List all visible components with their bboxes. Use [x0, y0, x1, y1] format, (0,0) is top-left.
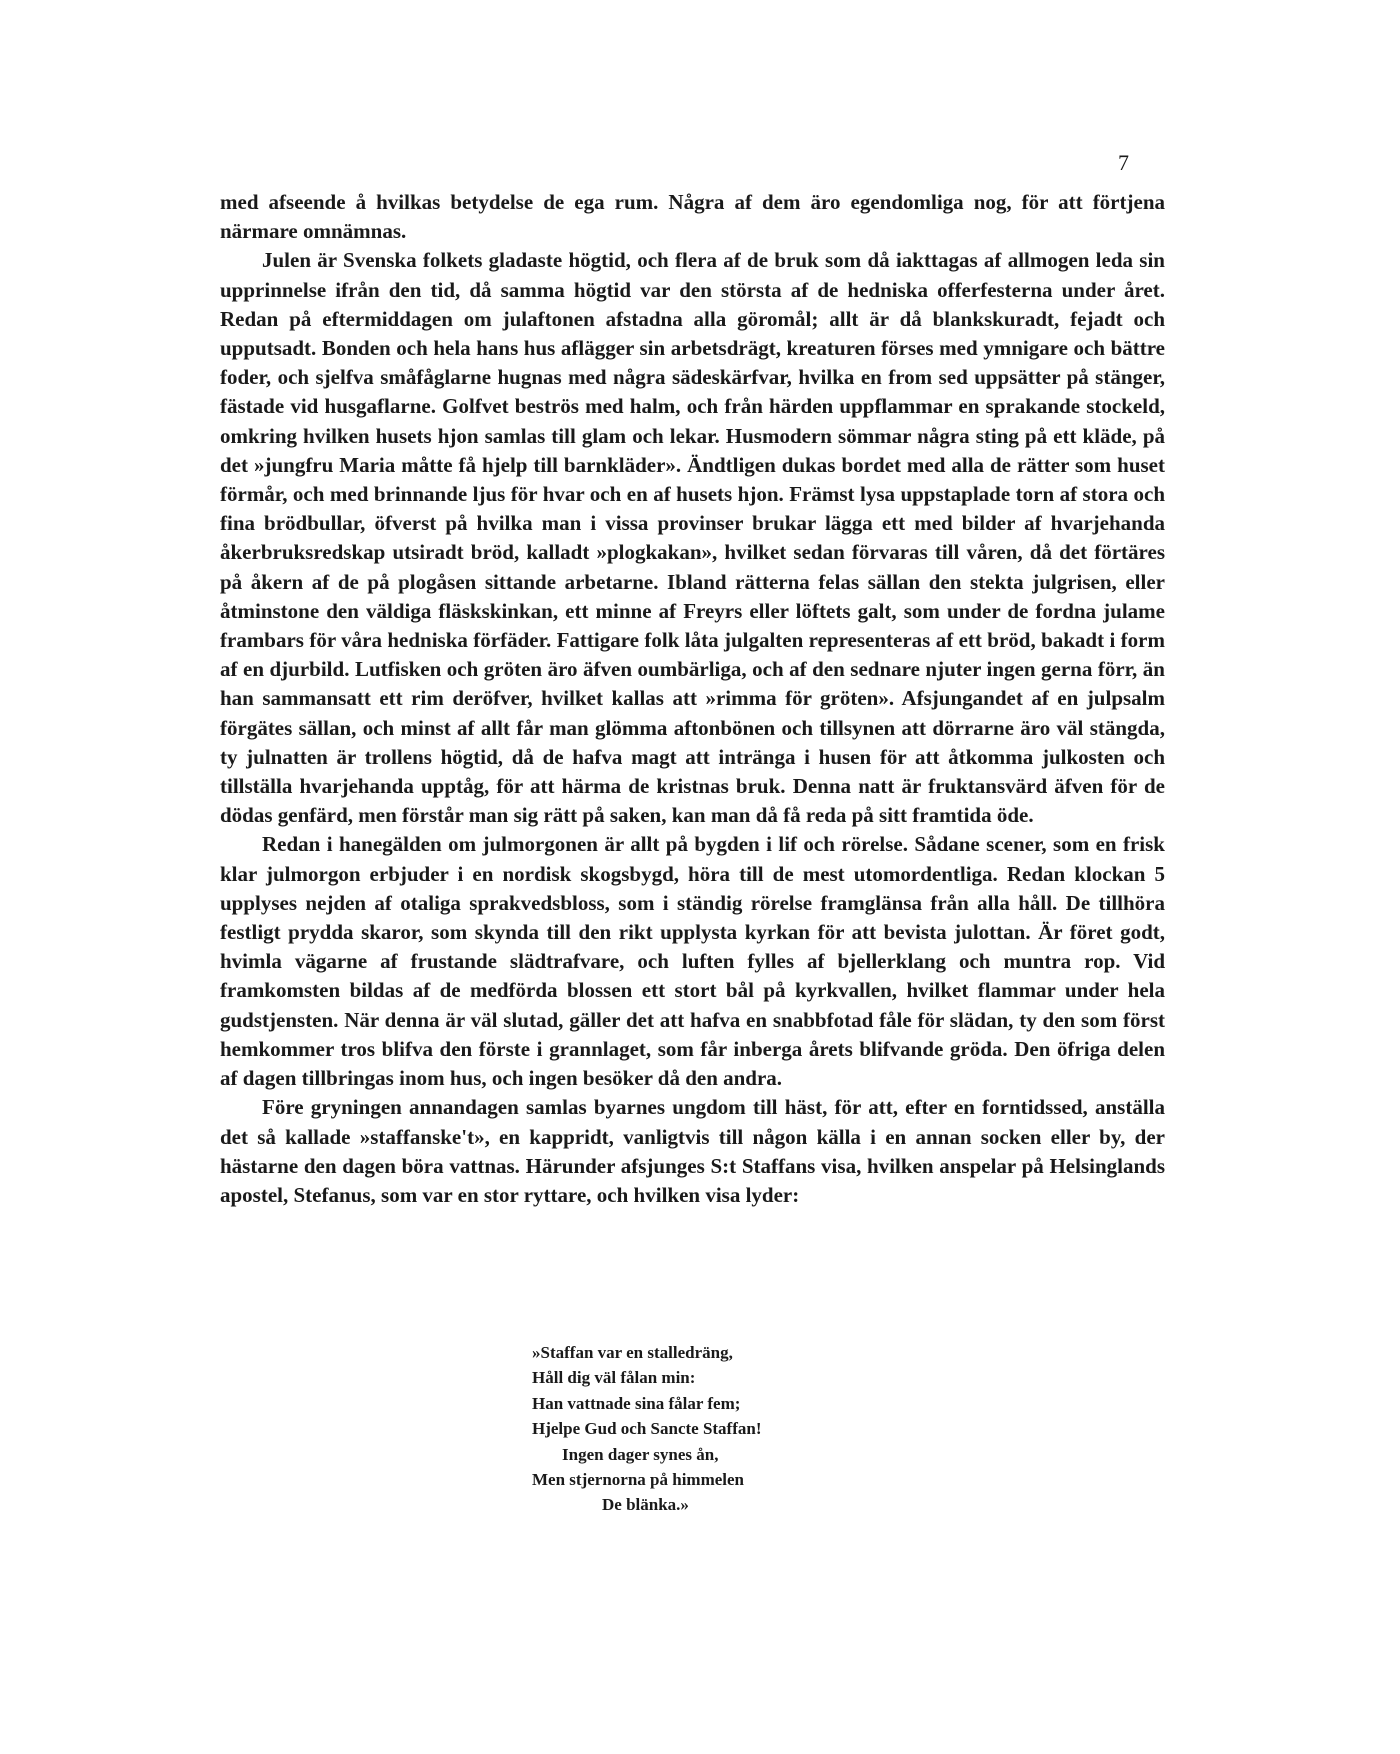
paragraph-christmas-morning: Redan i hanegälden om julmorgonen är allt på bygden i lif och rörelse. Sådane scener, som en frisk klar julmorgon erbjuder i en nordisk skogsbygd, höra till de mest utomordentliga. Redan klockan 5 upplyses nejden af otaliga sprakvedsbloss, som i ständig rörelse framglänsa från alla håll. De tillhöra festligt prydda skaror, som skynda till den rikt upplysta kyrkan för att bevista julottan. Är föret godt, hvimla vägarne af frustande slädtrafvare, och luften fylles af bjellerklang och muntra rop. Vid framkomsten bildas af de medförda blossen ett stort bål på kyrkvallen, hvilket flammar under hela gudstjensten. När denna är väl slutad, gäller det att hafva en snabbfotad fåle för slädan, ty den som först hemkommer tros blifva den förste i grannlaget, som får inberga årets blifvande gröda. Den öfriga delen af dagen tillbringas inom hus, och ingen besöker då den andra.: [220, 832, 1165, 1091]
body-text: [220, 188, 1165, 1210]
verse-line: Håll dig väl fålan min:: [532, 1368, 696, 1388]
verse-line: Hjelpe Gud och Sancte Staffan!: [532, 1419, 762, 1439]
verse-line: »Staffan var en stalledräng,: [532, 1343, 733, 1362]
staffan-verse: [532, 1340, 762, 1518]
page-number: 7: [1118, 150, 1129, 175]
paragraph-christmas: Julen är Svenska folkets gladaste högtid, och flera af de bruk som då iakttagas af allmogen leda sin upprinnelse ifrån den tid, då samma högtid var den största af de hedniska offerfesterna under året. Redan på eftermiddagen om julaftonen afstadna alla göromål; allt är då blankskuradt, fejadt och upputsadt. Bonden och hela hans hus aflägger sin arbetsdrägt, kreaturen förses med ymnigare och bättre foder, och sjelfva småfåglarne hugnas med några sädeskärfvar, hvilka en from sed uppsätter på stänger, fästade vid husgaflarne. Golfvet beströs med halm, och från härden uppflammar en sprakande stockeld, omkring hvilken husets hjon samlas till glam och lekar. Husmodern sömmar några sting på ett kläde, på det »jungfru Maria måtte få hjelp till barnkläder». Ändtligen dukas bordet med alla de rätter som huset förmår, och med brinnande ljus för hvar och en af husets hjon. Främst lysa uppstaplade torn af stora och fina brödbullar, öfverst på hvilka man i vissa provinser brukar lägga ett med bilder af hvarjehanda åkerbruksredskap utsiradt bröd, kalladt »plogkakan», hvilket sedan förvaras till våren, då det förtäres på åkern af de på plogåsen sittande arbetarne. Ibland rätterna felas sällan den stekta julgrisen, eller åtminstone den väldiga fläskskinkan, ett minne af Freyrs eller löftets galt, som under de fordna julame frambars för våra hedniska förfäder. Fattigare folk låta julgalten representeras af ett bröd, bakadt i form af en djurbild. Lutfisken och gröten äro äfven oumbärliga, och af den sednare njuter ingen gerna förr, än han sammansatt ett rim deröfver, hvilket kallas att »rimma för gröten». Afsjungandet af en julpsalm förgätes sällan, och minst af allt får man glömma aftonbönen och tillsynen att dörrarne äro väl stängda, ty julnatten är trollens högtid, då de hafva magt att intränga i husen för att åtkomma julkosten och tillställa hvarjehanda upptåg, för att härma de kristnas bruk. Denna natt är fruktansvärd äfven för de dödas genfärd, men förstår man sig rätt på saken, kan man då få reda på sitt framtida öde.: [220, 248, 1165, 828]
verse-line: Men stjernorna på himmelen: [532, 1470, 745, 1490]
verse-line: Han vattnade sina fålar fem;: [532, 1393, 741, 1413]
verse-line: De blänka.»: [602, 1495, 689, 1515]
paragraph-second-day: Före gryningen annandagen samlas byarnes ungdom till häst, för att, efter en forntidssed, anställa det så kallade »staffanske't», en kappridt, vanligtvis till någon källa i en annan socken eller by, der hästarne den dagen böra vattnas. Härunder afsjunges S:t Staffans visa, hvilken anspelar på Helsinglands apostel, Stefanus, som var en stor ryttare, och hvilken visa lyder:: [220, 1095, 1165, 1207]
paragraph-continuation: med afseende å hvilkas betydelse de ega rum. Några af dem äro egendomliga nog, för att förtjena närmare omnämnas.: [220, 190, 1165, 244]
verse-line: Ingen dager synes ån,: [562, 1444, 719, 1464]
